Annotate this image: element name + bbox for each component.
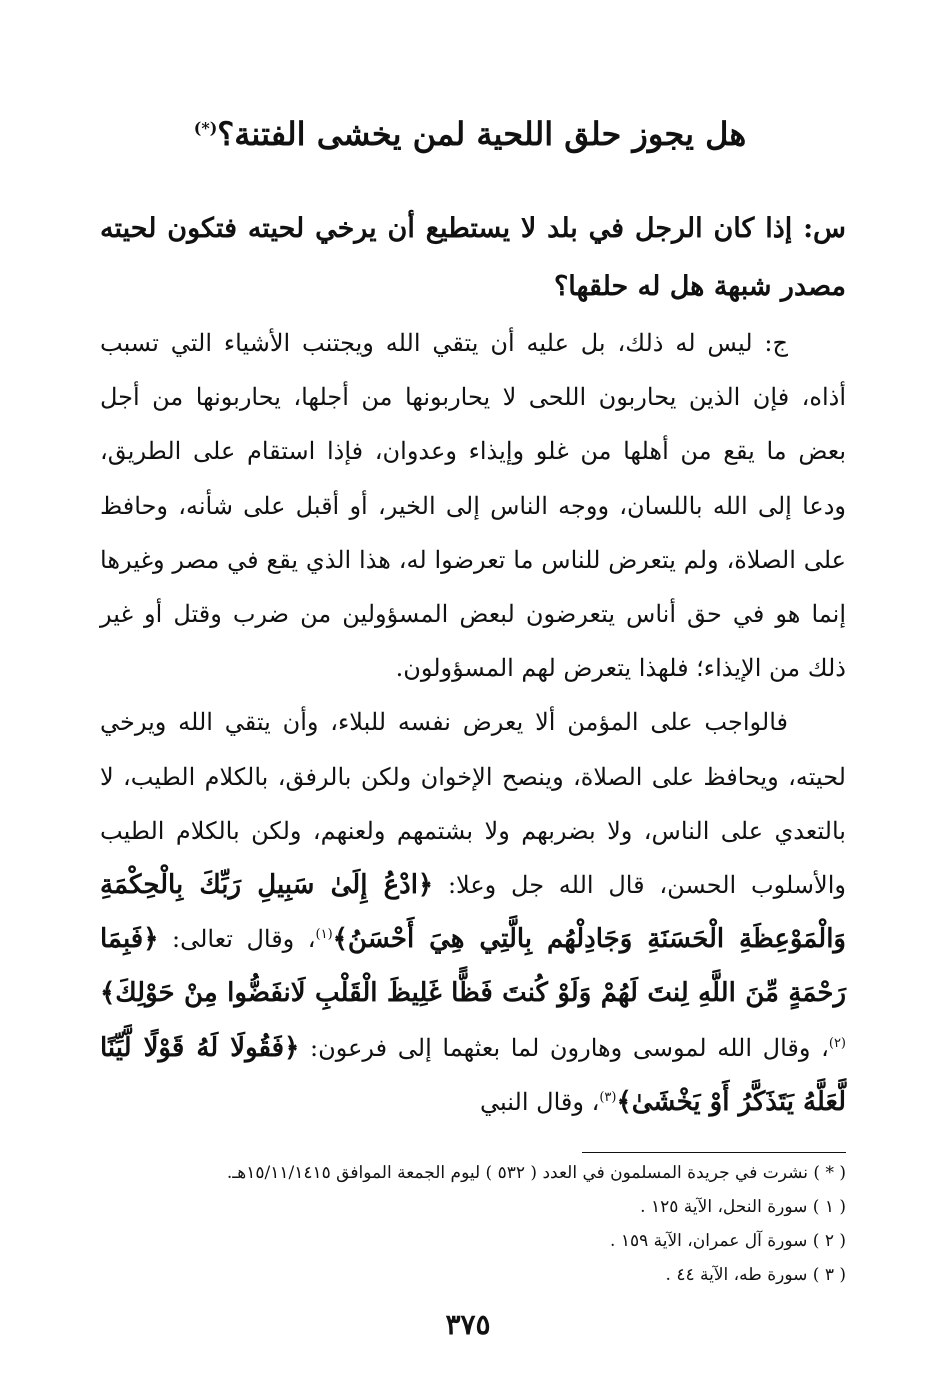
footnote-item: ( ٣ ) سورة طه، الآية ٤٤ . bbox=[665, 1265, 846, 1285]
quran-verse-2: ﴿فَبِمَا رَحْمَةٍ مِّنَ اللَّهِ لِنتَ لَهُمْ وَلَوْ كُنتَ فَظًّا غَلِيظَ الْقَلْبِ لَانفَضُّوا مِنْ حَوْلِكَ﴾ bbox=[100, 924, 846, 1009]
title-text: هل يجوز حلق اللحية لمن يخشى الفتنة؟ bbox=[217, 115, 747, 153]
main-text bbox=[100, 200, 846, 1129]
connector-text-2: ، وقال الله لموسى وهارون لما بعثهما إلى فرعون: bbox=[309, 1033, 829, 1062]
footnotes bbox=[100, 1156, 846, 1292]
page-number: ٣٧٥ bbox=[445, 1308, 491, 1341]
footnote-item: ( ١ ) سورة النحل، الآية ١٢٥ . bbox=[640, 1197, 846, 1217]
question-paragraph: س: إذا كان الرجل في بلد لا يستطيع أن يرخي لحيته فتكون لحيته مصدر شبهة هل له حلقها؟ bbox=[100, 213, 846, 302]
quran-verse-1: ﴿ادْعُ إِلَىٰ سَبِيلِ رَبِّكَ بِالْحِكْمَةِ وَالْمَوْعِظَةِ الْحَسَنَةِ وَجَادِلْهُم بِالَّتِي هِيَ أَحْسَنُ﴾ bbox=[100, 870, 846, 955]
footnote-item: ( * ) نشرت في جريدة المسلمون في العدد ( ٥٣٢ ) ليوم الجمعة الموافق ١٥/١١/١٤١٥هـ. bbox=[226, 1163, 846, 1183]
connector-text-1: ، وقال تعالى: bbox=[171, 925, 316, 954]
footnote-divider bbox=[582, 1152, 846, 1153]
footnote-ref-3: (٣) bbox=[599, 1089, 617, 1105]
title-footnote-marker: (*) bbox=[193, 118, 218, 138]
page-title bbox=[90, 104, 850, 164]
answer-paragraph-2-text: فالواجب على المؤمن ألا يعرض نفسه للبلاء، وأن يتقي الله ويرخي لحيته، ويحافظ على الصلاة، وينصح الإخوان ولكن بالرفق، بالكلام الطيب، لا بالتعدي على الناس، ولا بضربهم ولا بشتمهم ولعنهم، ولكن بالكلام الطيب والأسلوب الحسن، قال الله جل وعلا: bbox=[100, 708, 846, 900]
footnote-item: ( ٢ ) سورة آل عمران، الآية ١٥٩ . bbox=[610, 1231, 846, 1251]
answer-paragraph-1: ج: ليس له ذلك، بل عليه أن يتقي الله ويجتنب الأشياء التي تسبب أذاه، فإن الذين يحاربون اللحى لا يحاربونها من أجلها، يحاربونها من أجل بعض ما يقع من أهلها من غلو وإيذاء وعدوان، فإذا استقام على الطريق، ودعا إلى الله باللسان، ووجه الناس إلى الخير، أو أقبل على شأنه، وحافظ على الصلاة، ولم يتعرض للناس ما تعرضوا له، هذا الذي يقع في مصر وغيرها إنما هو في حق أناس يتعرضون لبعض المسؤولين من ضرب وقتل أو غير ذلك من الإيذاء؛ فلهذا يتعرض لهم المسؤولون. bbox=[100, 329, 846, 683]
footnote-ref-1: (١) bbox=[315, 927, 333, 943]
quran-verse-3: ﴿فَقُولَا لَهُ قَوْلًا لَّيِّنًا لَّعَلَّهُ يَتَذَكَّرُ أَوْ يَخْشَىٰ﴾ bbox=[100, 1032, 846, 1117]
answer-paragraph-2 bbox=[100, 695, 846, 1129]
footnote-ref-2: (٢) bbox=[828, 1035, 846, 1051]
connector-text-3: ، وقال النبي bbox=[480, 1087, 600, 1116]
